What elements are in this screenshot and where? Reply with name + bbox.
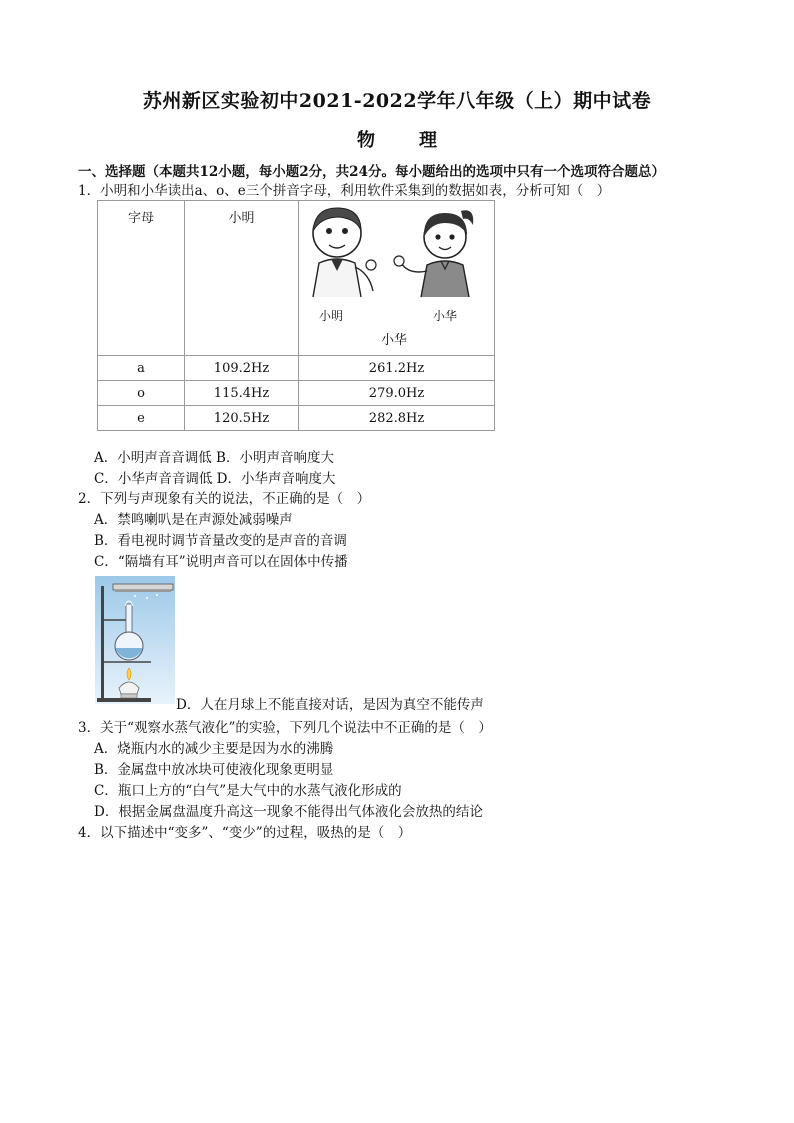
lab-apparatus-image [95, 576, 175, 704]
header-letter: 字母 [98, 201, 185, 356]
cell-xiaohua: 261.2Hz [299, 356, 495, 381]
q3-stem: 3．关于“观察水蒸气液化”的实验，下列几个说法中不正确的是（ ） [78, 720, 492, 736]
table-row [98, 381, 495, 406]
header-illustration-cell [299, 201, 495, 356]
cell-xiaoming: 115.4Hz [185, 381, 299, 406]
q3-option-d: D．根据金属盘温度升高这一现象不能得出气体液化会放热的结论 [94, 804, 483, 820]
cell-letter: o [98, 381, 185, 406]
children-drawing-icon [299, 201, 494, 307]
exam-title: 苏州新区实验初中2021-2022学年八年级（上）期中试卷 [142, 90, 652, 112]
q2-option-c: C．“隔墙有耳”说明声音可以在固体中传播 [94, 554, 348, 570]
q2-stem: 2．下列与声现象有关的说法，不正确的是（ ） [78, 491, 371, 507]
q3-option-a: A．烧瓶内水的减少主要是因为水的沸腾 [94, 741, 334, 757]
cell-xiaohua: 279.0Hz [299, 381, 495, 406]
cell-xiaohua: 282.8Hz [299, 406, 495, 431]
section-heading: 一、选择题（本题共12小题，每小题2分，共24分。每小题给出的选项中只有一个选项符合题总） [78, 164, 665, 180]
frequency-table [97, 200, 495, 431]
q3-option-c: C．瓶口上方的“白气”是大气中的水蒸气液化形成的 [94, 783, 402, 799]
q3-option-b: B．金属盘中放冰块可使液化现象更明显 [94, 762, 334, 778]
subject-title [0, 126, 794, 152]
header-xiaohua: 小华 [381, 333, 408, 348]
illustration-label-xiaohua: 小华 [433, 309, 458, 323]
q1-stem: 1．小明和小华读出a、o、e三个拼音字母，利用软件采集到的数据如表，分析可知（ ） [78, 183, 611, 199]
q2-option-b: B．看电视时调节音量改变的是声音的音调 [94, 533, 347, 549]
subject-char-1: 物 [357, 130, 375, 151]
table-row [98, 406, 495, 431]
q1-options-cd: C．小华声音音调低 D．小华声音响度大 [94, 471, 336, 487]
table-header-row [98, 201, 495, 356]
cell-letter: e [98, 406, 185, 431]
cell-xiaoming: 109.2Hz [185, 356, 299, 381]
q4-stem: 4．以下描述中“变多”、“变少”的过程，吸热的是（ ） [78, 825, 412, 841]
cell-xiaoming: 120.5Hz [185, 406, 299, 431]
cell-letter: a [98, 356, 185, 381]
children-illustration [299, 201, 494, 349]
table-row [98, 356, 495, 381]
header-xiaoming: 小明 [185, 201, 299, 356]
q2-option-d: D．人在月球上不能直接对话，是因为真空不能传声 [176, 697, 484, 713]
illustration-label-xiaoming: 小明 [319, 309, 344, 323]
subject-char-2: 理 [419, 130, 437, 151]
q1-options-ab: A．小明声音音调低 B．小明声音响度大 [94, 450, 334, 466]
flask-burner-icon [95, 576, 175, 704]
q2-option-a: A．禁鸣喇叭是在声源处减弱噪声 [94, 512, 293, 528]
